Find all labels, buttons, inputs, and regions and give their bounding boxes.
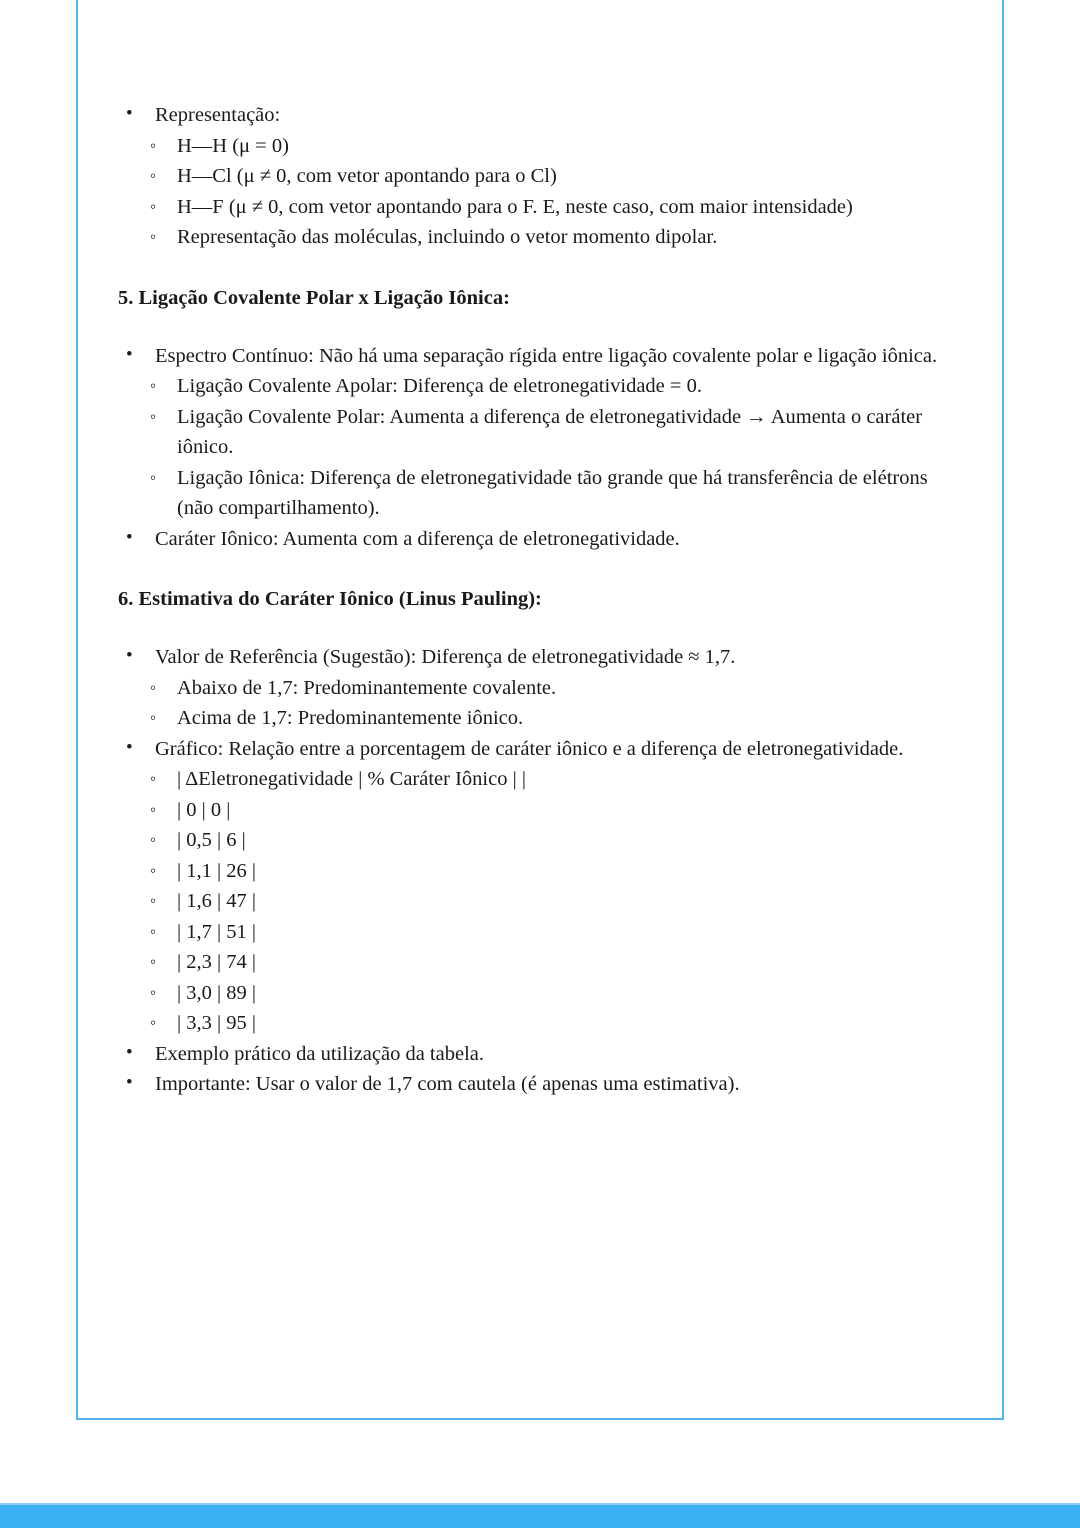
bottom-accent-bar bbox=[0, 1503, 1080, 1528]
list-item: • Caráter Iônico: Aumenta com a diferença de eletronegatividade. bbox=[118, 524, 962, 555]
table-row: ◦ | 1,7 | 51 | bbox=[138, 917, 962, 948]
list-item: ◦ Ligação Iônica: Diferença de eletronegatividade tão grande que há transferência de elétrons (não compartilhamento). bbox=[138, 463, 962, 524]
page-border-frame bbox=[76, 0, 1004, 1420]
list-item: ◦ Ligação Covalente Apolar: Diferença de eletronegatividade = 0. bbox=[138, 371, 962, 402]
list-item: • Espectro Contínuo: Não há uma separação rígida entre ligação covalente polar e ligação iônica. bbox=[118, 341, 962, 372]
list-espectro-continuo bbox=[118, 341, 962, 555]
list-item: ◦ H—H (μ = 0) bbox=[138, 131, 962, 162]
table-row: ◦ | 0 | 0 | bbox=[138, 795, 962, 826]
document-content bbox=[78, 0, 1002, 1100]
table-row: ◦ | 3,0 | 89 | bbox=[138, 978, 962, 1009]
sublist-tabela-carater-ionico bbox=[118, 764, 962, 1039]
list-item: ◦ H—F (μ ≠ 0, com vetor apontando para o F. E, neste caso, com maior intensidade) bbox=[138, 192, 962, 223]
list-item: • Valor de Referência (Sugestão): Diferença de eletronegatividade ≈ 1,7. bbox=[118, 642, 962, 673]
table-row: ◦ | 3,3 | 95 | bbox=[138, 1008, 962, 1039]
list-estimativa bbox=[118, 642, 962, 1100]
sublist-referencia bbox=[118, 673, 962, 734]
table-header-row: ◦ | ΔEletronegatividade | % Caráter Iônico | | bbox=[138, 764, 962, 795]
list-item: • Gráfico: Relação entre a porcentagem de caráter iônico e a diferença de eletronegatividade. bbox=[118, 734, 962, 765]
spacer bbox=[118, 313, 962, 341]
list-item: ◦ Acima de 1,7: Predominantemente iônico. bbox=[138, 703, 962, 734]
table-row: ◦ | 1,1 | 26 | bbox=[138, 856, 962, 887]
list-representacao bbox=[118, 100, 962, 253]
spacer bbox=[118, 614, 962, 642]
table-row: ◦ | 2,3 | 74 | bbox=[138, 947, 962, 978]
table-row: ◦ | 0,5 | 6 | bbox=[138, 825, 962, 856]
spacer bbox=[118, 554, 962, 584]
section-heading-6: 6. Estimativa do Caráter Iônico (Linus Pauling): bbox=[118, 588, 542, 610]
list-item: • Exemplo prático da utilização da tabela. bbox=[118, 1039, 962, 1070]
table-row: ◦ | 1,6 | 47 | bbox=[138, 886, 962, 917]
sublist-representacao bbox=[118, 131, 962, 253]
section-heading-5: 5. Ligação Covalente Polar x Ligação Iônica: bbox=[118, 286, 510, 309]
list-item: • Importante: Usar o valor de 1,7 com cautela (é apenas uma estimativa). bbox=[118, 1069, 962, 1100]
spacer bbox=[118, 253, 962, 283]
list-item: ◦ Ligação Covalente Polar: Aumenta a diferença de eletronegatividade → Aumenta o caráter iônico. bbox=[138, 402, 962, 463]
sublist-tipos-ligacao bbox=[118, 371, 962, 524]
list-item: • Representação: bbox=[118, 100, 962, 131]
list-item: ◦ H—Cl (μ ≠ 0, com vetor apontando para o Cl) bbox=[138, 161, 962, 192]
list-item: ◦ Abaixo de 1,7: Predominantemente covalente. bbox=[138, 673, 962, 704]
list-item: ◦ Representação das moléculas, incluindo o vetor momento dipolar. bbox=[138, 222, 962, 253]
